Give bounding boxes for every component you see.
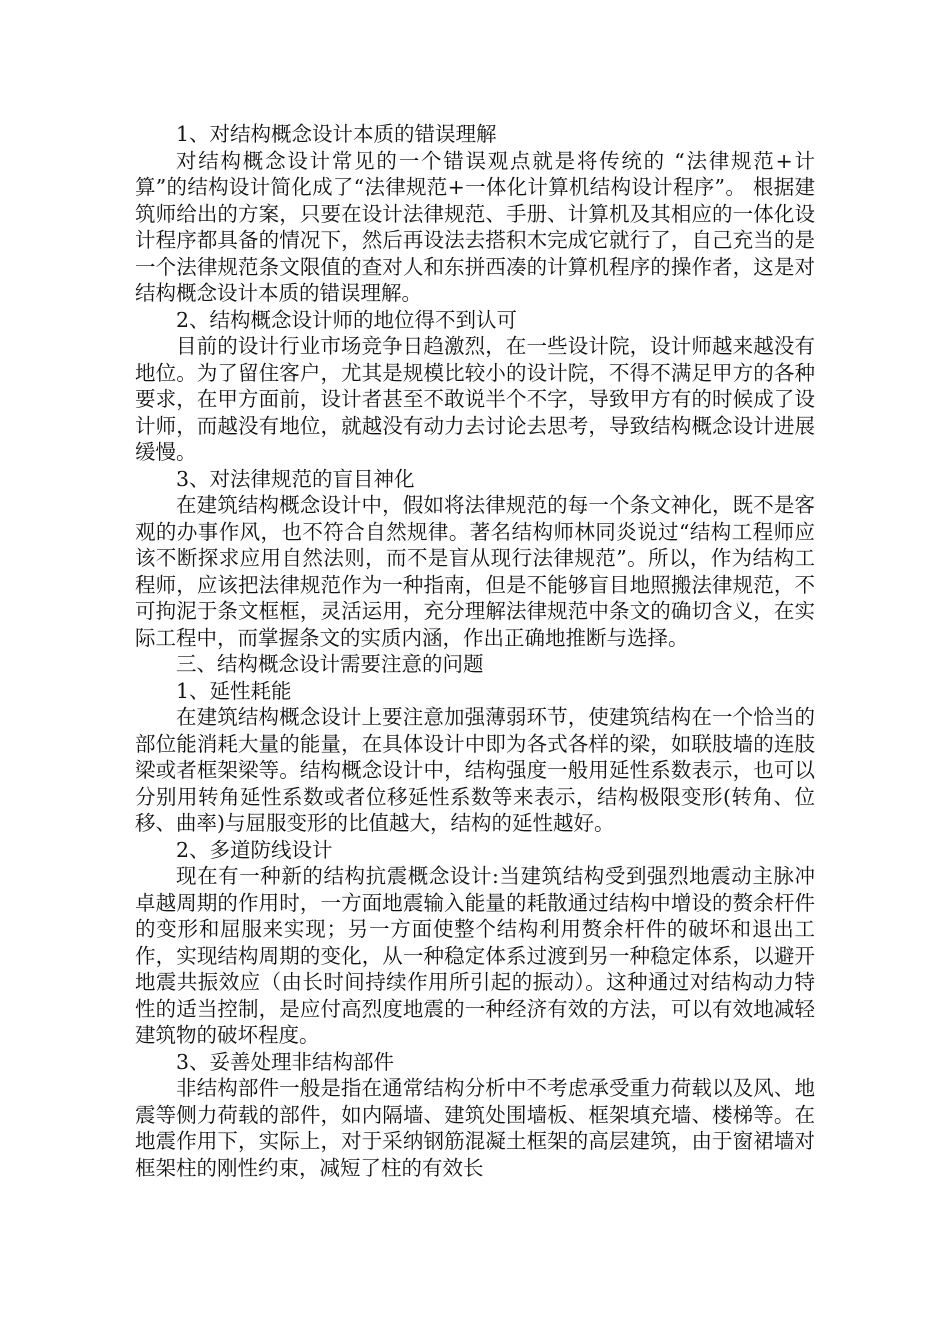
paragraph-misunderstanding: 对结构概念设计常见的一个错误观点就是将传统的 “法律规范+计算”的结构设计简化成了“法律规范+一体化计算机结构设计程序”。 根据建筑师给出的方案，只要在设计法律规范、手册、计算机及其相应的一体化设计程序都具备的情况下，然后再设法去搭积木完成它就行了，自己充当的是一个法律规范条文限值的查对人和东拼西凑的计算机程序的操作者，这是对结构概念设计本质的错误理解。 — [135, 148, 815, 305]
paragraph-code-deification: 在建筑结构概念设计中，假如将法律规范的每一个条文神化，既不是客观的办事作风，也不符合自然规律。著名结构师林同炎说过“结构工程师应该不断探求应用自然法则，而不是盲从现行法律规范”。所以，作为结构工程师，应该把法律规范作为一种指南，但是不能够盲目地照搬法律规范，不可拘泥于条文框框，灵活运用，充分理解法律规范中条文的确切含义，在实际工程中，而掌握条文的实质内涵，作出正确地推断与选择。 — [135, 493, 815, 650]
heading-designer-status: 2、结构概念设计师的地位得不到认可 — [176, 307, 518, 332]
paragraph-designer-status: 目前的设计行业市场竞争日趋激烈，在一些设计院，设计师越来越没有地位。为了留住客户，尤其是规模比较小的设计院，不得不满足甲方的各种要求，在甲方面前，设计者甚至不敢说半个不字，导致甲方有的时候成了设计师，而越没有地位，就越没有动力去讨论去思考，导致结构概念设计进展缓慢。 — [135, 334, 815, 464]
paragraph-nonstructural: 非结构部件一般是指在通常结构分析中不考虑承受重力荷载以及风、地震等侧力荷载的部件，如内隔墙、建筑处围墙板、框架填充墙、楼梯等。在地震作用下，实际上，对于采纳钢筋混凝土框架的高层建筑，由于窗裙墙对框架柱的刚性约束，减短了柱的有效长 — [135, 1076, 815, 1180]
paragraph-ductility: 在建筑结构概念设计上要注意加强薄弱环节，使建筑结构在一个恰当的部位能消耗大量的能量，在具体设计中即为各式各样的梁，如联肢墙的连肢梁或者框架梁等。结构概念设计中，结构强度一般用延性系数表示，也可以分别用转角延性系数或者位移延性系数等来表示，结构极限变形(转角、位移、曲率)与屈服变形的比值越大，结构的延性越好。 — [135, 705, 815, 835]
heading-nonstructural: 3、妥善处理非结构部件 — [176, 1049, 395, 1074]
document-body — [135, 121, 815, 1181]
section-heading-issues: 三、结构概念设计需要注意的问题 — [176, 652, 484, 676]
heading-code-deification: 3、对法律规范的盲目神化 — [176, 466, 415, 491]
heading-ductility: 1、延性耗能 — [176, 678, 292, 703]
paragraph-multiple-defense: 现在有一种新的结构抗震概念设计:当建筑结构受到强烈地震动主脉冲卓越周期的作用时，一方面地震输入能量的耗散通过结构中增设的赘余杆件的变形和屈服来实现；另一方面使整个结构利用赘余杆件的破坏和退出工作，实现结构周期的变化，从一种稳定体系过渡到另一种稳定体系，以避开地震共振效应（由长时间持续作用所引起的振动）。这种通过对结构动力特性的适当控制，是应付高烈度地震的一种经济有效的方法，可以有效地减轻建筑物的破坏程度。 — [135, 864, 815, 1047]
heading-multiple-defense: 2、多道防线设计 — [176, 837, 333, 862]
heading-misunderstanding: 1、对结构概念设计本质的错误理解 — [176, 122, 497, 146]
